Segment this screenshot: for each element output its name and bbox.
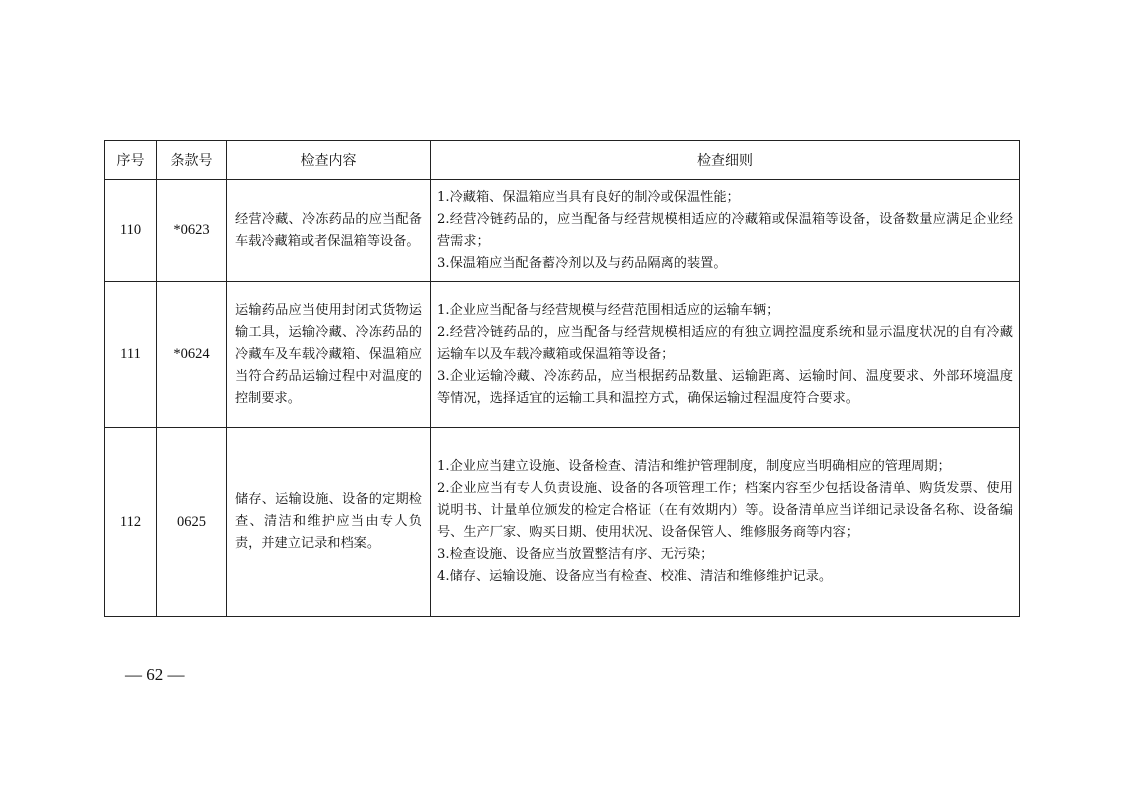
detail-item: 2.企业应当有专人负责设施、设备的各项管理工作；档案内容至少包括设备清单、购货发票、使用说明书、计量单位颁发的检定合格证（在有效期内）等。设备清单应当详细记录设备名称、设备编号、生产厂家、购买日期、使用状况、设备保管人、维修服务商等内容； [437, 481, 1013, 540]
row-content: 运输药品应当使用封闭式货物运输工具，运输冷藏、冷冻药品的冷藏车及车载冷藏箱、保温箱应当符合药品运输过程中对温度的控制要求。 [227, 282, 431, 428]
detail-item: 3.检查设施、设备应当放置整洁有序、无污染； [437, 547, 714, 562]
page-number: — 62 — [125, 665, 185, 684]
table-body [105, 180, 1020, 617]
row-content: 储存、运输设施、设备的定期检查、清洁和维护应当由专人负责，并建立记录和档案。 [227, 428, 431, 617]
row-clause: 0625 [157, 428, 227, 617]
row-index: 112 [105, 428, 157, 617]
table-row [105, 282, 1020, 428]
table-row [105, 180, 1020, 282]
header-details: 检查细则 [431, 141, 1020, 180]
detail-item: 3.企业运输冷藏、冷冻药品，应当根据药品数量、运输距离、运输时间、温度要求、外部环境温度等情况，选择适宜的运输工具和温控方式，确保运输过程温度符合要求。 [437, 368, 1013, 406]
header-clause: 条款号 [157, 141, 227, 180]
detail-item: 4.储存、运输设施、设备应当有检查、校准、清洁和维修维护记录。 [437, 569, 833, 584]
row-index: 110 [105, 180, 157, 282]
row-details [431, 180, 1020, 282]
row-clause: *0624 [157, 282, 227, 428]
row-index: 111 [105, 282, 157, 428]
header-index: 序号 [105, 141, 157, 180]
detail-item: 2.经营冷链药品的，应当配备与经营规模相适应的有独立调控温度系统和显示温度状况的自有冷藏运输车以及车载冷藏箱或保温箱等设备； [437, 324, 1013, 362]
row-content: 经营冷藏、冷冻药品的应当配备车载冷藏箱或者保温箱等设备。 [227, 180, 431, 282]
table-header-row [105, 141, 1020, 180]
row-details [431, 428, 1020, 617]
detail-item: 1.企业应当建立设施、设备检查、清洁和维护管理制度，制度应当明确相应的管理周期； [437, 459, 951, 474]
table-row [105, 428, 1020, 617]
table-header [105, 141, 1020, 180]
detail-item: 3.保温箱应当配备蓄冷剂以及与药品隔离的装置。 [437, 255, 727, 271]
detail-item: 2.经营冷链药品的，应当配备与经营规模相适应的冷藏箱或保温箱等设备，设备数量应满足企业经营需求； [437, 211, 1013, 249]
row-details [431, 282, 1020, 428]
inspection-table [104, 140, 1020, 617]
row-clause: *0623 [157, 180, 227, 282]
detail-item: 1.冷藏箱、保温箱应当具有良好的制冷或保温性能； [437, 189, 740, 205]
header-content: 检查内容 [227, 141, 431, 180]
detail-item: 1.企业应当配备与经营规模与经营范围相适应的运输车辆； [437, 302, 780, 318]
